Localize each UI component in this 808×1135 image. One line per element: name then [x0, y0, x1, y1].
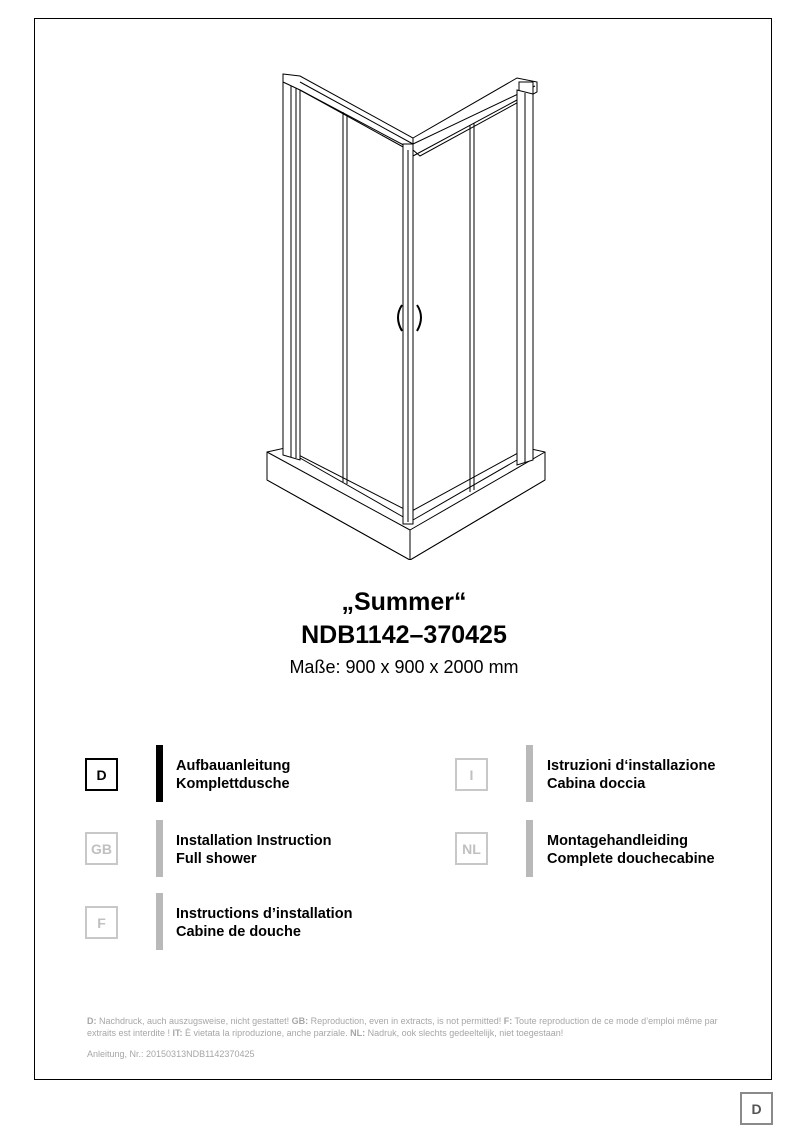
language-box-d: D — [85, 758, 118, 791]
language-text-f — [176, 905, 352, 941]
language-title: Installation Instruction — [176, 833, 332, 849]
language-box-f: F — [85, 906, 118, 939]
language-box-i: I — [455, 758, 488, 791]
language-text-gb — [176, 832, 331, 868]
language-text-i — [547, 757, 715, 793]
language-title: Instructions d’installation — [176, 906, 353, 922]
language-subtitle: Komplettdusche — [176, 776, 290, 792]
language-title: Istruzioni d‘installazione — [547, 758, 716, 774]
shower-cabin-illustration — [255, 60, 555, 560]
language-subtitle: Cabine de douche — [176, 924, 301, 940]
language-box-gb: GB — [85, 832, 118, 865]
language-bar-nl — [526, 820, 533, 877]
manual-reference-number: Anleitung, Nr.: 20150313NDB1142370425 — [87, 1049, 255, 1059]
language-bar-f — [156, 893, 163, 950]
language-title: Montagehandleiding — [547, 833, 688, 849]
page-language-badge: D — [740, 1092, 773, 1125]
language-subtitle: Full shower — [176, 851, 257, 867]
language-title: Aufbauanleitung — [176, 758, 291, 774]
language-bar-d — [156, 745, 163, 802]
language-text-nl — [547, 832, 715, 868]
copyright-notice: D: Nachdruck, auch auszugsweise, nicht gestattet! GB: Reproduction, even in extracts, is not permitted! F: Toute reproduction de ce mode d’emploi même par extraits est interdite ! IT: È vietata la riproduzione, anche parziale. NL: Nadruk, ook slechts gedeeltelijk, niet toegestaan! — [87, 1016, 718, 1038]
language-subtitle: Complete douchecabine — [547, 851, 715, 867]
language-box-nl: NL — [455, 832, 488, 865]
language-subtitle: Cabina doccia — [547, 776, 646, 792]
language-bar-i — [526, 745, 533, 802]
product-name: „Summer“ — [341, 588, 467, 616]
language-bar-gb — [156, 820, 163, 877]
product-model: NDB1142–370425 — [301, 621, 507, 649]
product-dimensions: Maße: 900 x 900 x 2000 mm — [289, 657, 519, 677]
language-text-d — [176, 757, 290, 793]
